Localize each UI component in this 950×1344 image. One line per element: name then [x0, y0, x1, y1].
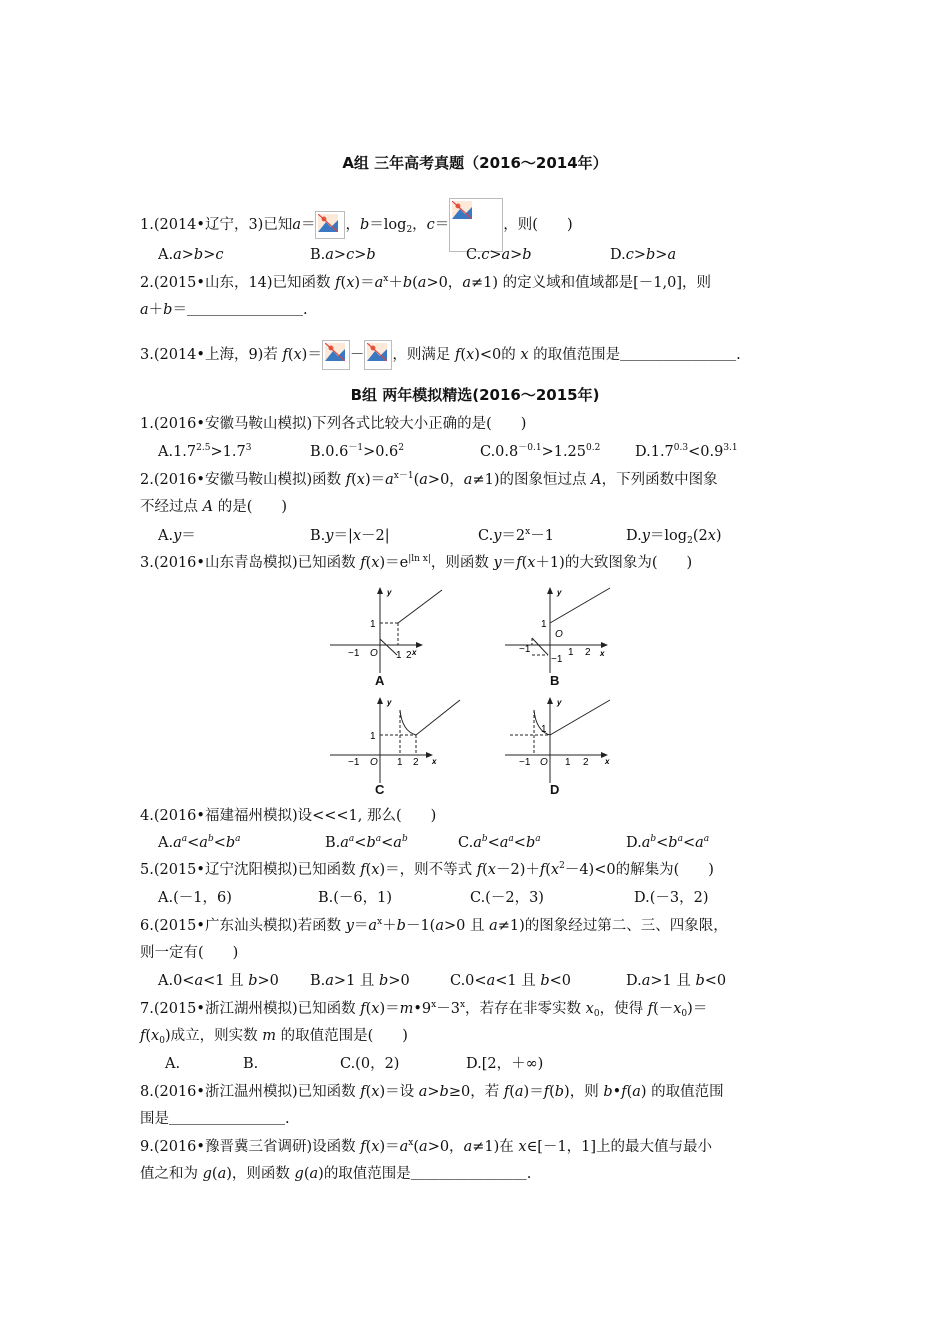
option-b1-c: $C.0.8^{-0.1}>1.25^{0.2}$ [480, 443, 601, 460]
option-b1-d: $D.1.7^{0.3}<0.9^{3.1}$ [635, 443, 738, 460]
svg-text:x: x [412, 648, 417, 657]
section-b-title: B组 两年模拟精选(2016～2015年) [350, 386, 600, 404]
option-b2-c: $C.y=2^x-1$ [478, 527, 554, 544]
svg-text:2: 2 [583, 757, 589, 768]
option-b6-b: B.a>1 且 b>0 [310, 973, 410, 989]
svg-text:1: 1 [565, 757, 571, 768]
graph-label-a: A [375, 673, 385, 688]
question-a1-stem: 1.(2014•辽宁，3)已知 [140, 217, 293, 233]
svg-text:y: y [387, 588, 392, 597]
option-b6-d: D.a>1 且 b<0 [626, 973, 727, 989]
svg-text:2: 2 [413, 757, 419, 768]
svg-text:x: x [432, 757, 437, 766]
svg-text:1: 1 [541, 724, 547, 735]
option-a1-c: C.c>a>b [466, 247, 532, 263]
question-b4: 4.(2016•福建福州模拟)设<<<1, 那么( ) [140, 808, 437, 824]
svg-text:O: O [555, 629, 563, 640]
svg-text:−1: −1 [551, 654, 563, 665]
image-placeholder-icon [315, 211, 345, 239]
option-b5-d: D.(－3，2) [634, 890, 709, 906]
option-b6-a: A.0<a<1 且 b>0 [158, 973, 279, 989]
svg-text:1: 1 [541, 619, 547, 630]
question-a1: 1.(2014•辽宁，3)已知a＝ ，$b=\log_2$，c＝ ，则( ) [140, 198, 573, 252]
graph-c [330, 695, 470, 785]
option-b4-b: $B.a^a<b^a<a^b$ [325, 834, 408, 851]
image-placeholder-icon [364, 340, 392, 370]
question-b5: 5.(2015•辽宁沈阳模拟)已知函数 f(x)＝，则不等式 $f(x-2)+f(x^2-4)<0$的解集为( ) [140, 861, 714, 878]
question-a3: 3.(2014•上海，9)若 f(x)＝ － ，则满足 f(x)<0的 x 的取值范围是＿＿＿＿＿＿＿＿. [140, 340, 741, 370]
option-b7-a: A. [165, 1056, 181, 1072]
option-b5-a: A.(－1，6) [158, 890, 232, 906]
svg-text:1: 1 [568, 647, 574, 658]
option-b5-b: B.(－6，1) [318, 890, 393, 906]
section-a-title: A组 三年高考真题（2016～2014年） [342, 154, 608, 172]
graph-label-c: C [375, 782, 385, 797]
option-a1-b: B.a>c>b [310, 247, 376, 263]
option-b4-d: $D.a^b<b^a<a^a$ [626, 834, 710, 851]
option-b4-c: $C.a^b<a^a<b^a$ [458, 834, 541, 851]
option-a1-a: A.a>b>c [158, 247, 224, 263]
question-b9: 9.(2016•豫晋冀三省调研)设函数 $f(x)=a^x(a>0$，a≠1)在 x∈[－1，1]上的最大值与最小 [140, 1138, 713, 1155]
svg-text:2: 2 [406, 650, 412, 661]
option-b2-b: B.y＝|x－2| [310, 528, 390, 544]
option-a1-d: D.c>b>a [610, 247, 677, 263]
svg-text:1: 1 [370, 619, 376, 630]
question-a1-end: ，则( ) [503, 217, 573, 233]
svg-text:y: y [557, 588, 562, 597]
svg-text:−1: −1 [348, 757, 360, 768]
option-b1-b: $B.0.6^{-1}>0.6^2$ [310, 443, 405, 460]
question-b7-line2: $f(x_0)$成立，则实数 m 的取值范围是( ) [140, 1028, 408, 1046]
option-b1-a: $A.1.7^{2.5}>1.7^3$ [158, 443, 252, 460]
option-b2-a: A.y＝ [158, 528, 196, 544]
svg-text:1: 1 [397, 757, 403, 768]
svg-text:−1: −1 [519, 644, 531, 655]
question-b7: 7.(2015•浙江湖州模拟)已知函数 $f(x)=m•9^x-3^x$，若存在非零实数 $x_0$，使得 $f(-x_0)=$ [140, 1000, 708, 1019]
question-a2: 2.(2015•山东，14)已知函数 $f(x)=a^x+b(a>0$，a≠1) 的定义域和值域都是[－1,0]，则 [140, 274, 711, 291]
option-b7-d: D.[2，＋∞) [466, 1056, 544, 1072]
svg-text:x: x [600, 649, 605, 658]
graph-b [505, 585, 645, 675]
option-b6-c: C.0<a<1 且 b<0 [450, 973, 571, 989]
option-b7-c: C.(0，2) [340, 1056, 400, 1072]
option-b7-b: B. [243, 1056, 259, 1072]
question-b6-line2: 则一定有( ) [140, 945, 239, 961]
question-b2-line2: 不经过点 A 的是( ) [140, 499, 288, 515]
svg-text:1: 1 [370, 731, 376, 742]
image-placeholder-icon [449, 198, 503, 252]
option-b2-d: $D.y=\log_2(2x)$ [626, 528, 722, 546]
svg-text:−1: −1 [348, 648, 360, 659]
graph-d [505, 695, 645, 785]
question-b6: 6.(2015•广东汕头模拟)若函数 $y=a^x+b-1(a>0$ 且 a≠1)的图象经过第二、三、四象限， [140, 917, 728, 934]
option-b5-c: C.(－2，3) [470, 890, 544, 906]
svg-text:2: 2 [585, 647, 591, 658]
graph-a [330, 585, 470, 675]
question-a2-line2: a＋b＝＿＿＿＿＿＿＿＿. [140, 302, 308, 318]
question-b8: 8.(2016•浙江温州模拟)已知函数 f(x)＝设 a>b≥0，若 f(a)＝f(b)，则 b•f(a) 的取值范围 [140, 1084, 724, 1100]
question-b8-line2: 围是＿＿＿＿＿＿＿＿. [140, 1111, 290, 1127]
svg-text:y: y [557, 698, 562, 707]
svg-text:O: O [370, 648, 378, 659]
svg-text:O: O [540, 757, 548, 768]
image-placeholder-icon [322, 340, 350, 370]
svg-text:1: 1 [396, 650, 402, 661]
question-b3: 3.(2016•山东青岛模拟)已知函数 $f(x)=e^{|ln x|}$，则函数 y＝f(x＋1)的大致图象为( ) [140, 554, 693, 571]
graph-label-d: D [550, 782, 560, 797]
svg-text:x: x [605, 757, 610, 766]
svg-text:−1: −1 [519, 757, 531, 768]
question-b9-line2: 值之和为 g(a)，则函数 g(a)的取值范围是＿＿＿＿＿＿＿＿. [140, 1166, 532, 1182]
graph-label-b: B [550, 673, 560, 688]
svg-text:y: y [387, 698, 392, 707]
question-b2: 2.(2016•安徽马鞍山模拟)函数 $f(x)=a^{x-1}(a>0$，a≠1)的图象恒过点 A，下列函数中图象 [140, 471, 718, 488]
question-b1: 1.(2016•安徽马鞍山模拟)下列各式比较大小正确的是( ) [140, 416, 527, 432]
svg-text:O: O [370, 757, 378, 768]
option-b4-a: $A.a^a<a^b<b^a$ [158, 834, 241, 851]
